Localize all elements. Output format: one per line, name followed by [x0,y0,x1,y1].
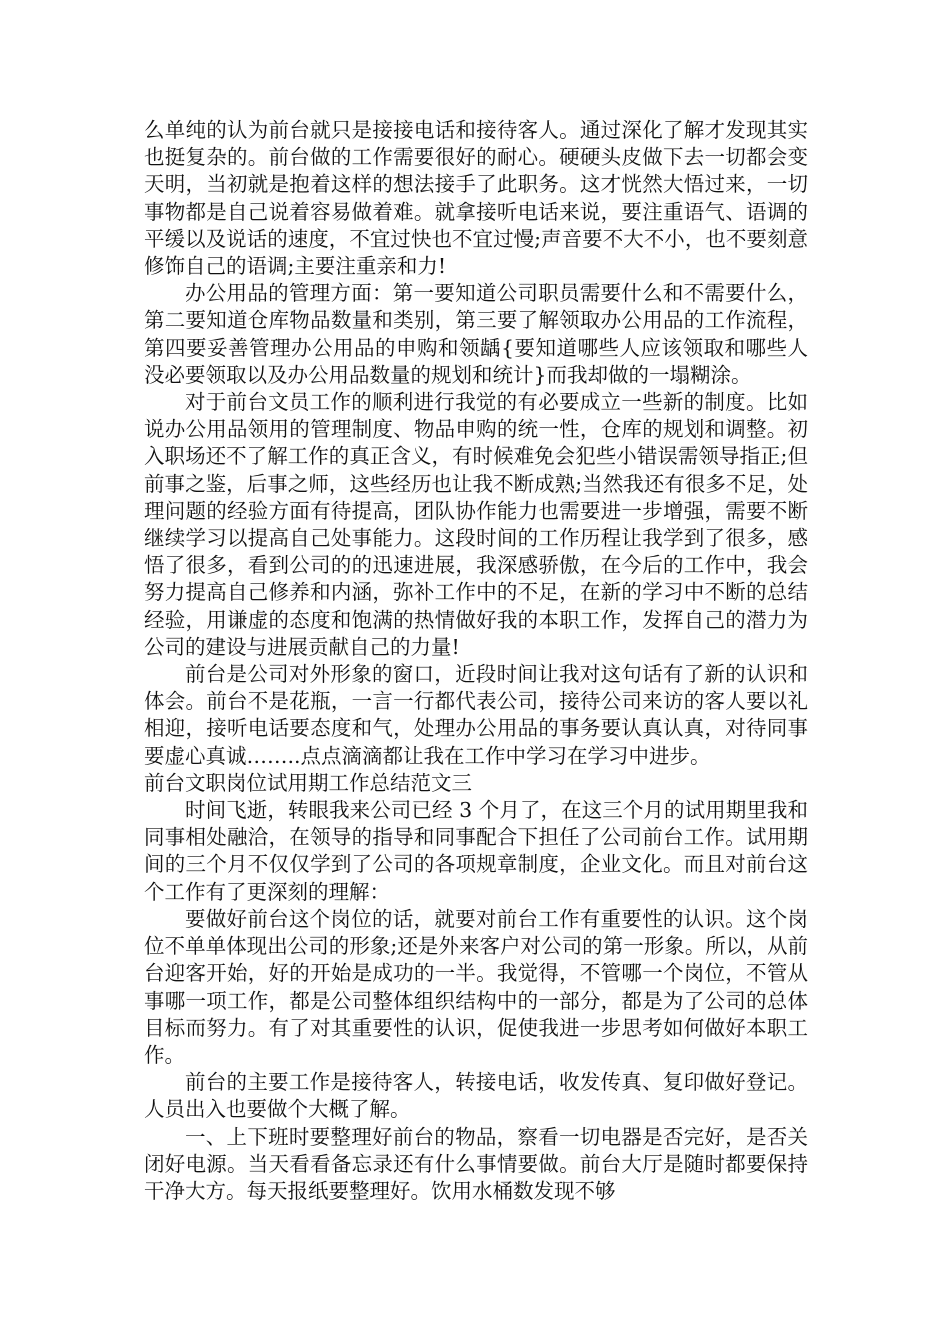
section-title: 前台文职岗位试用期工作总结范文三 [144,770,472,795]
paragraph-main-duties: 前台的主要工作是接待客人，转接电话，收发传真、复印做好登记。人员出入也要做个大概了解。 [144,1070,808,1122]
paragraph-daily-routine: 一、上下班时要整理好前台的物品，察看一切电器是否完好，是否关闭好电源。当天看看备忘录还有什么事情要做。前台大厅是随时都要保持干净大方。每天报纸要整理好。饮用水桶数发现不够 [144,1124,808,1203]
paragraph-company-image: 前台是公司对外形象的窗口，近段时间让我对这句话有了新的认识和体会。前台不是花瓶，一言一行都代表公司，接待公司来访的客人要以礼相迎，接听电话要态度和气，处理办公用品的事务要认真认真，对待同事要虚心真诚……..点点滴滴都让我在工作中学习在学习中进步。 [144,662,808,768]
paragraph-continuation: 么单纯的认为前台就只是接接电话和接待客人。通过深化了解才发现其实也挺复杂的。前台做的工作需要很好的耐心。硬硬头皮做下去一切都会变天明，当初就是抱着这样的想法接手了此职务。这才恍然大悟过来，一切事物都是自己说着容易做着难。就拿接听电话来说，要注重语气、语调的平缓以及说话的速度，不宜过快也不宜过慢;声音要不大不小，也不要刻意修饰自己的语调;主要注重亲和力! [144,118,808,279]
paragraph-new-systems: 对于前台文员工作的顺利进行我觉的有必要成立一些新的制度。比如说办公用品领用的管理制度、物品申购的统一性，仓库的规划和调整。初入职场还不了解工作的真正含义，有时候难免会犯些小错误需领导指正;但前事之鉴，后事之师，这些经历也让我不断成熟;当然我还有很多不足，处理问题的经验方面有待提高，团队协作能力也需要进一步增强，需要不断继续学习以提高自己处事能力。这段时间的工作历程让我学到了很多，感悟了很多，看到公司的的迅速进展，我深感骄傲，在今后的工作中，我会努力提高自己修养和内涵，弥补工作中的不足，在新的学习中不断的总结经验，用谦虚的态度和饱满的热情做好我的本职工作，发挥自己的潜力为公司的建设与进展贡献自己的力量! [144,390,808,659]
paragraph-time-flies: 时间飞逝，转眼我来公司已经 3 个月了，在这三个月的试用期里我和同事相处融洽，在领导的指导和同事配合下担任了公司前台工作。试用期间的三个月不仅仅学到了公司的各项规章制度，企业文化。而且对前台这个工作有了更深刻的理解： [144,798,808,904]
paragraph-office-supplies: 办公用品的管理方面：第一要知道公司职员需要什么和不需要什么，第二要知道仓库物品数量和类别，第三要了解领取办公用品的工作流程，第四要妥善管理办公用品的申购和领龋{要知道哪些人应该领取和哪些人没必要领取以及办公用品数量的规划和统计}而我却做的一塌糊涂。 [144,281,808,387]
paragraph-importance: 要做好前台这个岗位的话，就要对前台工作有重要性的认识。这个岗位不单单体现出公司的形象;还是外来客户对公司的第一形象。所以，从前台迎客开始，好的开始是成功的一半。我觉得，不管哪一个岗位，不管从事哪一项工作，都是公司整体组织结构中的一部分，都是为了公司的总体目标而努力。有了对其重要性的认识，促使我进一步思考如何做好本职工作。 [144,906,808,1067]
document-page [144,117,808,1205]
